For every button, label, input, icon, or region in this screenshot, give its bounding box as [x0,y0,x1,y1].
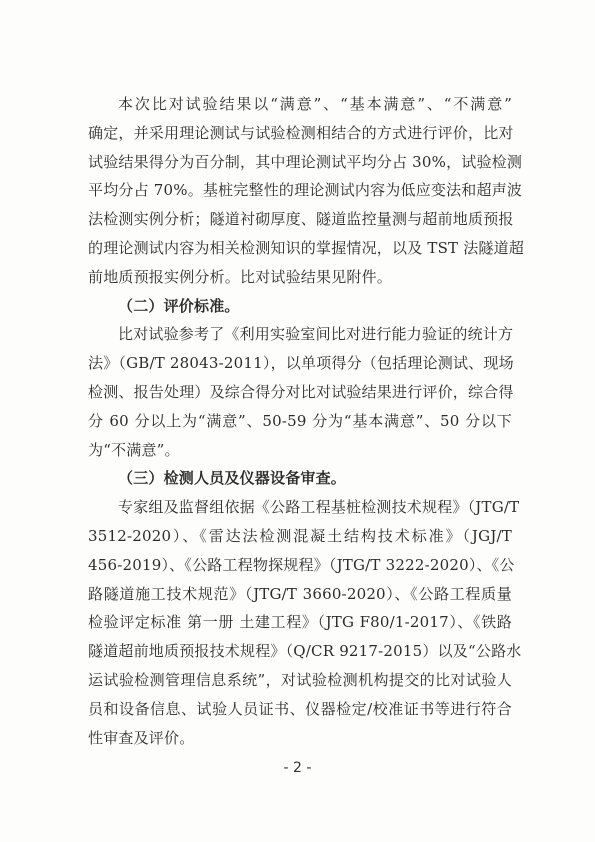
text-line: 本次比对试验结果以“满意”、“基本满意”、“不满意” [118,95,512,113]
text-line: 运试验检测管理信息系统”，对试验检测机构提交的比对试验人 [88,670,512,689]
section-heading: （三）检测人员及仪器设备审查。 [118,469,347,488]
paragraph-evaluation-criteria [88,320,512,464]
text-line: 的理论测试内容为相关检测知识的掌握情况，以及 TST 法隧道超 [88,238,525,257]
page-number: - 2 - [283,760,312,776]
text-line: 员和设备信息、试验人员证书、仪器检定/校准证书等进行符合 [88,699,512,718]
text-line: 法》（GB/T 28043-2011），以单项得分（包括理论测试、现场 [88,354,514,373]
text-line: 为“不满意”。 [88,440,180,459]
section-heading: （二）评价标准。 [118,296,240,315]
text-line: 路隧道施工技术规范》（JTG/T 3660-2020）、《公路工程质量 [88,584,512,603]
section-heading-evaluation-criteria [88,292,512,321]
text-line: 比对试验参考了《利用实验室间比对进行能力验证的统计方 [118,325,514,344]
text-line: 法检测实例分析；隧道衬砌厚度、隧道监控量测与超前地质预报 [88,210,514,229]
text-line: 456-2019）、《公路工程物探规程》（JTG/T 3222-2020）、《公 [88,555,515,574]
text-line: 前地质预报实例分析。比对试验结果见附件。 [88,267,393,286]
text-line: 性审查及评价。 [88,728,195,747]
text-line: 分 60 分以上为“满意”、50-59 分为“基本满意”、50 分以下 [88,411,512,430]
text-line: 确定，并采用理论测试与试验检测相结合的方式进行评价，比对 [88,123,514,142]
text-line: 检验评定标准 第一册 土建工程》（JTG F80/1-2017）、《铁路 [88,613,512,632]
text-line: 检测、报告处理）及综合得分对比对试验结果进行评价，综合得 [88,382,514,401]
text-line: 隧道超前地质预报技术规程》（Q/CR 9217-2015）以及“公路水 [88,642,522,661]
paragraph-personnel-equipment-review [88,493,522,752]
text-line: 试验结果得分为百分制，其中理论测试平均分占 30%，试验检测 [88,152,523,171]
text-line: 3512-2020）、《雷达法检测混凝土结构技术标准》（JGJ/T [88,526,512,545]
text-line: 平均分占 70%。基桩完整性的理论测试内容为低应变法和超声波 [88,181,523,200]
text-line: 专家组及监督组依据《公路工程基桩检测技术规程》（JTG/T [118,498,520,517]
section-heading-personnel-equipment-review [88,464,512,493]
paragraph-evaluation-method [88,90,525,292]
